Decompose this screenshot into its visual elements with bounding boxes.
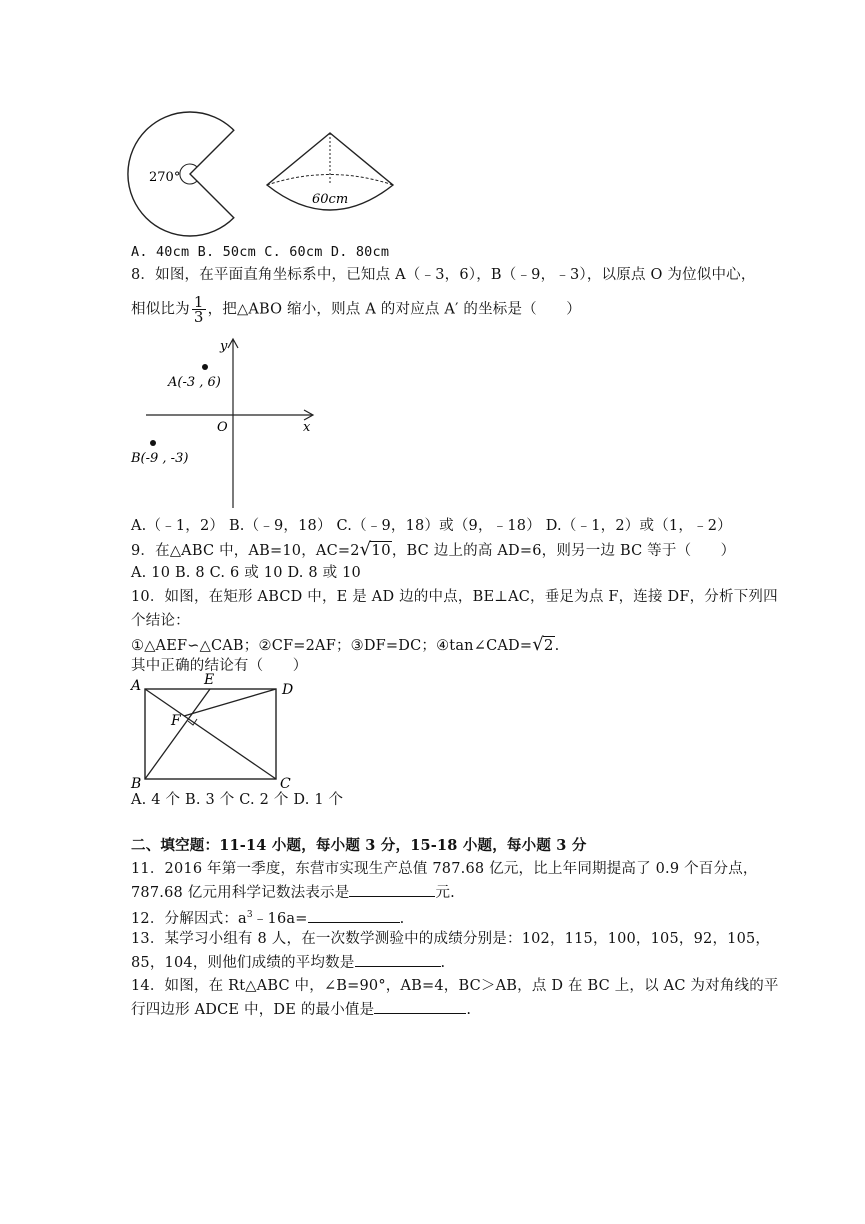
q12-answer-blank[interactable] xyxy=(308,908,400,923)
q8-fraction-numerator: 1 xyxy=(193,293,204,311)
q11-answer-blank[interactable] xyxy=(349,882,435,897)
q7-cone-label: 60cm xyxy=(312,192,349,207)
q10-label-a: A xyxy=(131,678,142,694)
q10-line-df xyxy=(184,689,276,716)
q14-line2 xyxy=(131,999,471,1020)
q8-point-a xyxy=(202,364,208,370)
q8-fraction-denominator: 3 xyxy=(193,308,204,326)
q8-text-line2-b: ，把△ABO 缩小，则点 A 的对应点 A′ 的坐标是（ ） xyxy=(207,301,581,318)
q13-line2 xyxy=(131,952,445,973)
q13-line2-b: . xyxy=(440,955,446,971)
q12-text xyxy=(131,905,404,929)
q10-label-e: E xyxy=(204,672,215,688)
q11-line1: 11．2016 年第一季度，东营市实现生产总值 787.68 亿元，比上年同期提高了 0.9 个百分点， xyxy=(131,861,758,877)
q13-answer-blank[interactable] xyxy=(355,952,441,967)
q14-answer-blank[interactable] xyxy=(374,999,466,1014)
q10-line4: 其中正确的结论有（ ） xyxy=(131,658,308,674)
q8-fraction xyxy=(192,295,206,324)
q8-options: A.（﹣1，2） B.（﹣9，18） C.（﹣9，18）或（9，﹣18） D.（﹣1，2）或（1，﹣2） xyxy=(131,518,732,534)
q10-line3 xyxy=(131,635,559,656)
q7-figures xyxy=(0,0,865,260)
q10-radical-sign: √ xyxy=(532,634,544,655)
q10-line3-a: ①△AEF∽△CAB；②CF=2AF；③DF=DC；④tan∠CAD= xyxy=(131,638,533,654)
q10-line3-b: . xyxy=(554,638,560,654)
q9-text xyxy=(131,540,735,561)
q10-label-f: F xyxy=(171,713,181,729)
q8-text-line1: 8．如图，在平面直角坐标系中，已知点 A（﹣3，6），B（﹣9，﹣3），以原点 O 为位似中心， xyxy=(131,267,756,283)
q12-text-c: . xyxy=(399,910,405,927)
q10-line1: 10．如图，在矩形 ABCD 中，E 是 AD 边的中点，BE⊥AC，垂足为点 F，连接 DF，分析下列四 xyxy=(131,589,778,605)
q13-line2-a: 85，104，则他们成绩的平均数是 xyxy=(131,955,355,971)
q10-rectangle-figure xyxy=(0,670,865,810)
q7-options: A. 40cm B. 50cm C. 60cm D. 80cm xyxy=(131,244,390,260)
q8-origin-label: O xyxy=(217,420,228,435)
q13-line1: 13．某学习小组有 8 人，在一次数学测验中的成绩分别是：102，115，100，105，92，105， xyxy=(131,931,771,947)
q10-sqrt-value: 2 xyxy=(543,636,554,654)
q8-point-a-label: A(-3 , 6) xyxy=(168,375,221,390)
q9-text-a: 9．在△ABC 中，AB=10，AC=2 xyxy=(131,543,360,559)
q7-sector-label: 270° xyxy=(149,170,181,185)
q7-angle-arc xyxy=(180,164,197,184)
q9-text-b: ，BC 边上的高 AD=6，则另一边 BC 等于（ ） xyxy=(391,543,736,559)
section2-heading: 二、填空题：11-14 小题，每小题 3 分，15-18 小题，每小题 3 分 xyxy=(131,837,587,854)
q14-line2-b: . xyxy=(466,1002,472,1018)
q8-text-line2-a: 相似比为 xyxy=(131,301,190,318)
q9-options: A. 10 B. 8 C. 6 或 10 D. 8 或 10 xyxy=(131,565,361,581)
q7-cone-base-dashed xyxy=(267,175,393,186)
q10-line-ac xyxy=(145,689,276,779)
q12-text-a: 12．分解因式：a xyxy=(131,910,247,927)
q10-options: A. 4 个 B. 3 个 C. 2 个 D. 1 个 xyxy=(131,792,344,808)
q11-line2-a: 787.68 亿元用科学记数法表示是 xyxy=(131,885,350,901)
q8-point-b xyxy=(150,440,156,446)
q7-sector-270 xyxy=(128,112,234,236)
q8-coordinate-graph xyxy=(0,330,865,530)
q9-radical-sign: √ xyxy=(359,539,372,560)
q14-line1: 14．如图，在 Rt△ABC 中，∠B=90°，AB=4，BC＞AB，点 D 在 BC 上，以 AC 为对角线的平 xyxy=(131,978,779,994)
q10-line-be xyxy=(145,689,210,779)
q11-line2-b: 元. xyxy=(435,885,455,901)
q10-label-b: B xyxy=(131,776,142,792)
q8-x-label: x xyxy=(303,420,311,435)
q12-text-b: ﹣16a= xyxy=(252,910,308,927)
q8-text-line2 xyxy=(131,295,581,324)
q12-superscript: 3 xyxy=(246,910,253,920)
q10-label-d: D xyxy=(282,682,294,698)
q10-label-c: C xyxy=(280,776,291,792)
q9-sqrt-value: 10 xyxy=(371,541,391,559)
q8-y-label: y xyxy=(220,339,228,354)
q10-line2: 个结论： xyxy=(131,613,190,629)
q8-point-b-label: B(-9 , -3) xyxy=(131,451,189,466)
q14-line2-a: 行四边形 ADCE 中，DE 的最小值是 xyxy=(131,1002,375,1018)
q11-line2 xyxy=(131,882,455,903)
